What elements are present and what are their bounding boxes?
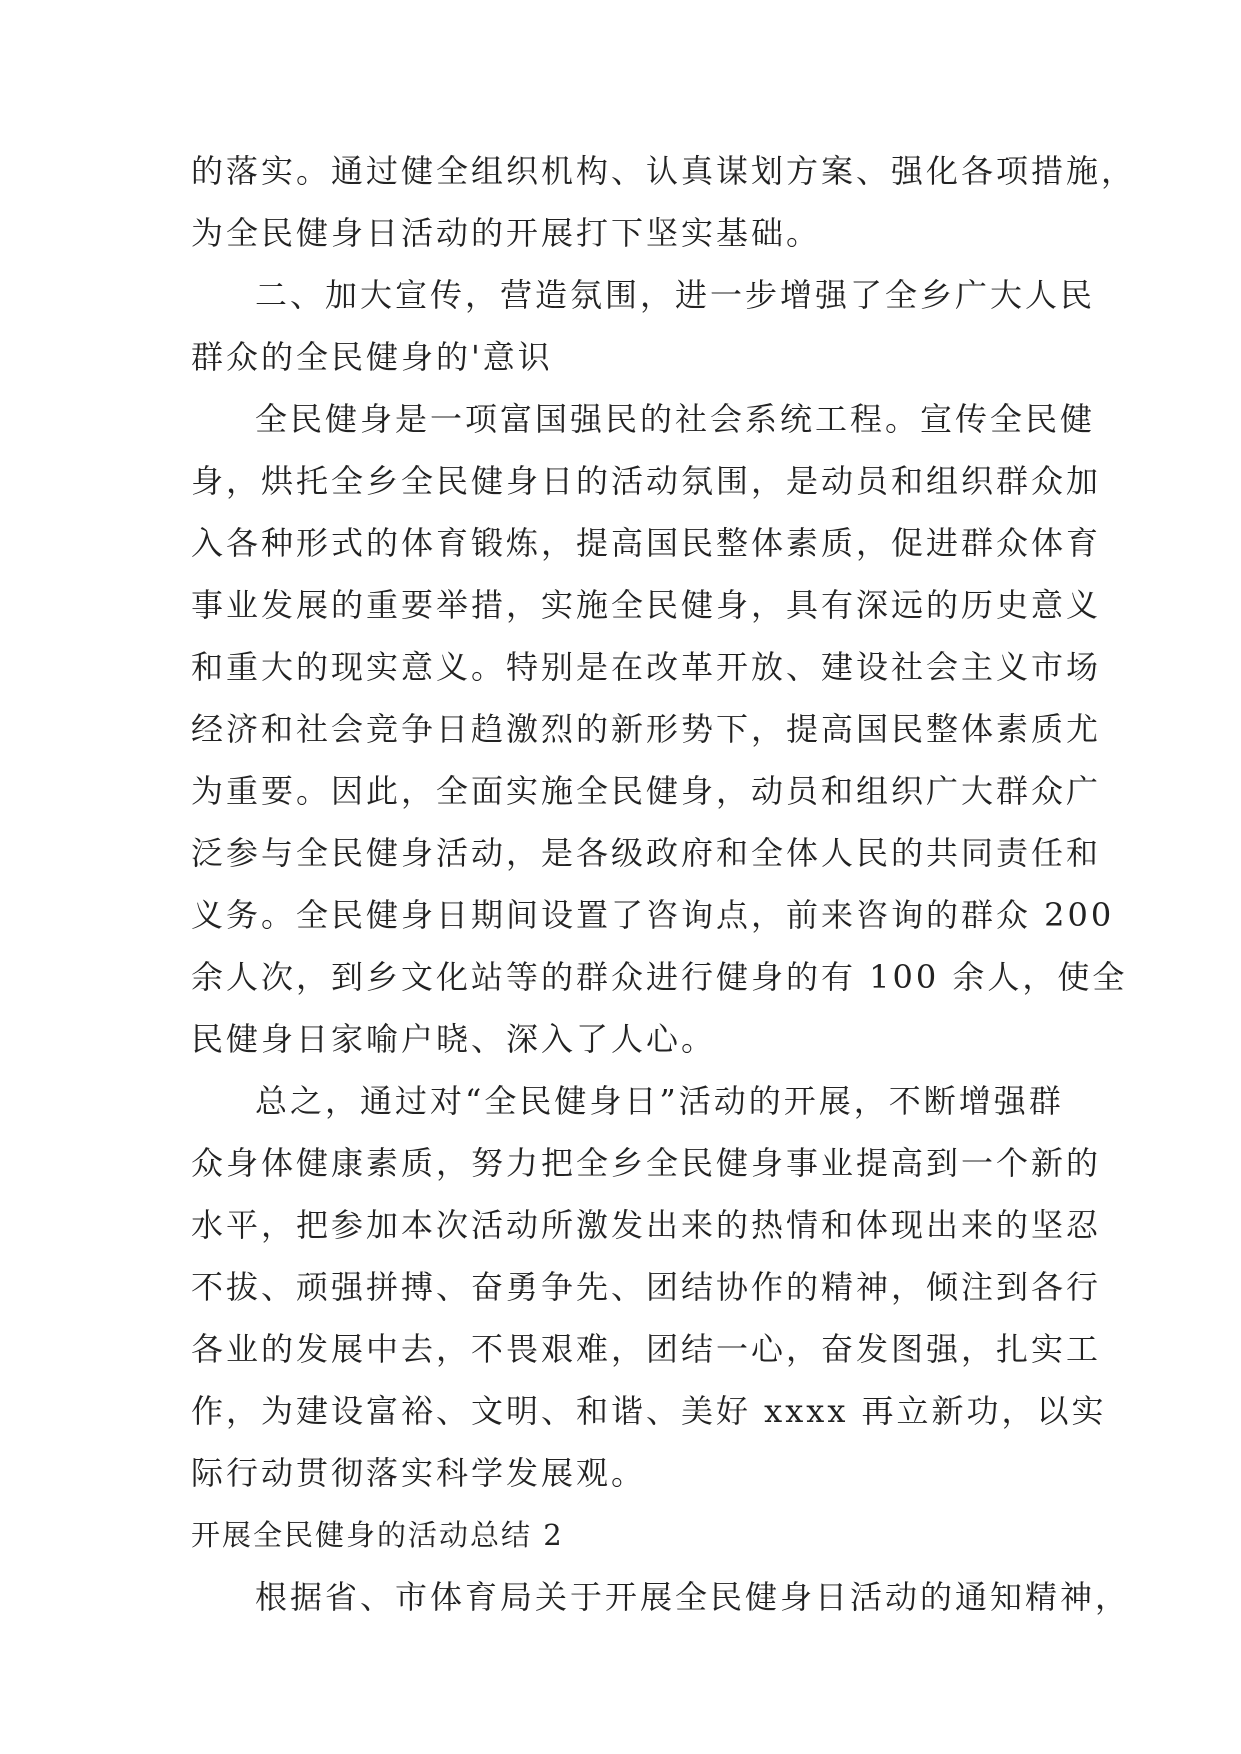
document-body [191, 140, 1137, 1628]
paragraph-line: 余人次，到乡文化站等的群众进行健身的有 100 余人，使全 [191, 958, 1128, 996]
paragraph-line: 泛参与全民健身活动，是各级政府和全体人民的共同责任和 [191, 834, 1102, 872]
paragraph-line: 群众的全民健身的'意识 [191, 338, 553, 376]
paragraph-line: 事业发展的重要举措，实施全民健身，具有深远的历史意义 [191, 586, 1102, 624]
section-title: 开展全民健身的活动总结 2 [191, 1518, 564, 1552]
paragraph-line: 根据省、市体育局关于开展全民健身日活动的通知精神， [255, 1578, 1131, 1616]
paragraph-lines [191, 140, 1137, 1504]
paragraph-line: 经济和社会竞争日趋激烈的新形势下，提高国民整体素质尤 [191, 710, 1102, 748]
paragraph-line: 义务。全民健身日期间设置了咨询点，前来咨询的群众 200 [191, 896, 1115, 934]
paragraph-line: 作，为建设富裕、文明、和谐、美好 xxxx 再立新功，以实 [191, 1392, 1107, 1430]
paragraph-line: 全民健身是一项富国强民的社会系统工程。宣传全民健 [255, 400, 1096, 438]
paragraph-line: 水平，把参加本次活动所激发出来的热情和体现出来的坚忍 [191, 1206, 1102, 1244]
paragraph-line: 际行动贯彻落实科学发展观。 [191, 1454, 647, 1492]
paragraph-line: 的落实。通过健全组织机构、认真谋划方案、强化各项措施， [191, 152, 1137, 190]
paragraph-line: 不拔、顽强拼搏、奋勇争先、团结协作的精神，倾注到各行 [191, 1268, 1102, 1306]
paragraph-line: 二、加大宣传，营造氛围，进一步增强了全乡广大人民 [255, 276, 1096, 314]
paragraph-line: 各业的发展中去，不畏艰难，团结一心，奋发图强，扎实工 [191, 1330, 1102, 1368]
paragraph-line: 身，烘托全乡全民健身日的活动氛围，是动员和组织群众加 [191, 462, 1102, 500]
paragraph-line: 入各种形式的体育锻炼，提高国民整体素质，促进群众体育 [191, 524, 1102, 562]
paragraph-line: 民健身日家喻户晓、深入了人心。 [191, 1020, 717, 1058]
paragraph-line: 众身体健康素质，努力把全乡全民健身事业提高到一个新的 [191, 1144, 1102, 1182]
paragraph-line: 总之，通过对“全民健身日”活动的开展，不断增强群 [255, 1082, 1064, 1120]
paragraph-line: 为全民健身日活动的开展打下坚实基础。 [191, 214, 822, 252]
paragraph-line: 为重要。因此，全面实施全民健身，动员和组织广大群众广 [191, 772, 1102, 810]
paragraph-line: 和重大的现实意义。特别是在改革开放、建设社会主义市场 [191, 648, 1102, 686]
